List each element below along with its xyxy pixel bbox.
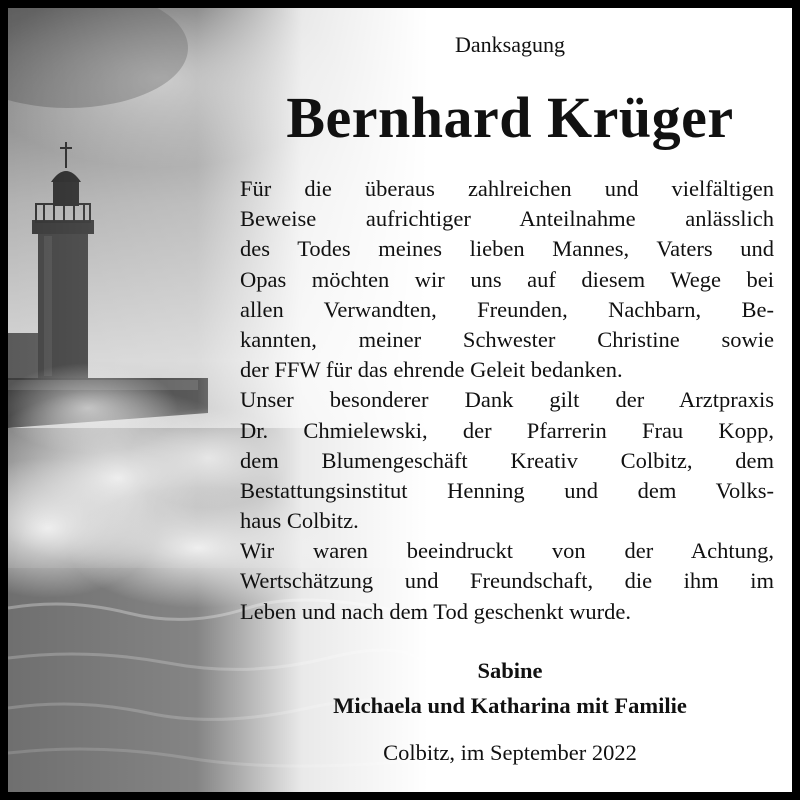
signature-family: Michaela und Katharina mit Familie (333, 693, 687, 718)
text-line: Opas möchten wir uns auf diesem Wege bei (240, 266, 774, 292)
obituary-card (8, 8, 792, 792)
text-line: Wir waren beeindruckt von der Achtung, (240, 538, 774, 564)
text-line: kannten, meiner Schwester Christine sowie (240, 326, 774, 352)
signature-primary: Sabine (477, 658, 543, 683)
text-line: Für die überaus zahlreichen und vielfältigen (240, 176, 774, 201)
text-line: dem Blumengeschäft Kreativ Colbitz, dem (240, 447, 774, 473)
text-line: allen Verwandten, Freunden, Nachbarn, Be- (240, 296, 774, 322)
text-line: Wertschätzung und Freundschaft, die ihm im (240, 568, 774, 594)
notice-text (240, 174, 774, 627)
text-line: Unser besonderer Dank gilt der Arztpraxis (240, 387, 774, 413)
deceased-name: Bernhard Krüger (286, 85, 734, 150)
text-line: der FFW für das ehrende Geleit bedanken. (240, 357, 623, 383)
place-date: Colbitz, im September 2022 (383, 740, 637, 765)
text-line: Beweise aufrichtiger Anteilnahme anlässlich (240, 206, 774, 232)
notice-label: Danksagung (455, 32, 565, 57)
text-line: Dr. Chmielewski, der Pfarrerin Frau Kopp, (240, 417, 774, 443)
notice-content (240, 8, 780, 792)
text-line: haus Colbitz. (240, 508, 359, 534)
text-line: des Todes meines lieben Mannes, Vaters und (240, 236, 774, 262)
text-line: Bestattungsinstitut Henning und dem Volks- (240, 477, 774, 503)
text-line: Leben und nach dem Tod geschenkt wurde. (240, 598, 632, 624)
